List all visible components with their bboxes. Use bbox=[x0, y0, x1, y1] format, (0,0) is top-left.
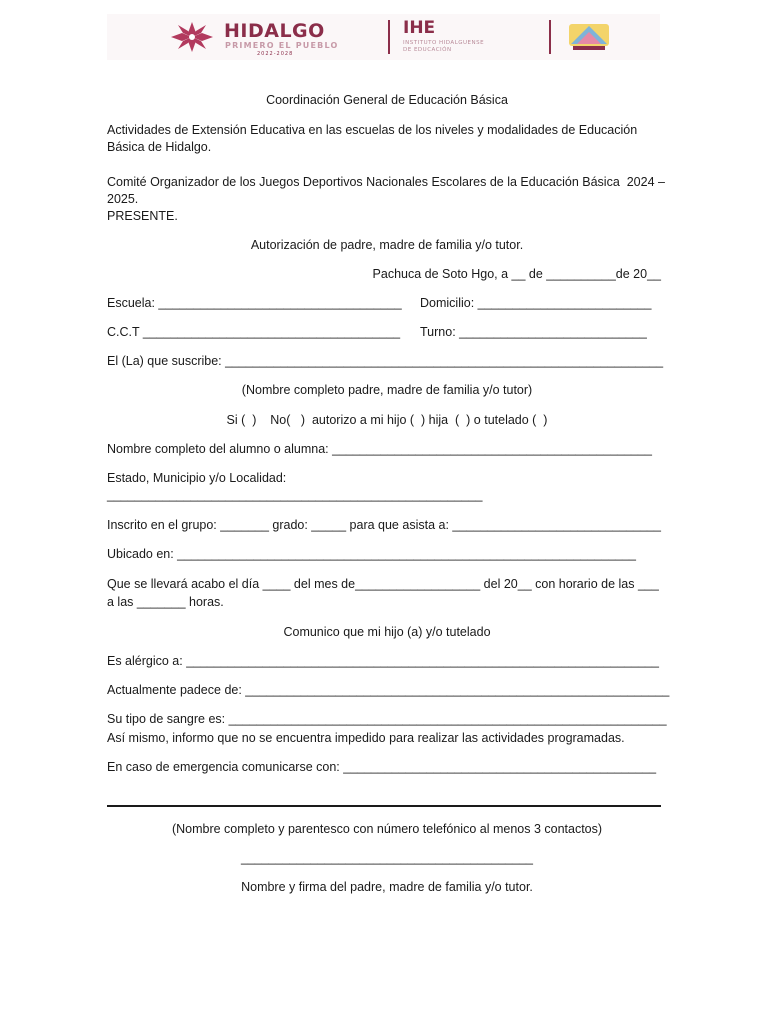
blood-type-field[interactable]: Su tipo de sangre es: _______________________________________________________________ bbox=[107, 712, 667, 726]
intro-line-1: Actividades de Extensión Educativa en las escuelas de los niveles y modalidades de Educación bbox=[107, 123, 638, 137]
ihe-subtitle-line2: DE EDUCACIÓN bbox=[403, 47, 452, 53]
brand-years: 2022-2028 bbox=[257, 51, 294, 57]
document-title: Coordinación General de Educación Básica bbox=[266, 93, 508, 107]
contacts-note: (Nombre completo y parentesco con número telefónico al menos 3 contactos) bbox=[171, 822, 603, 836]
location-label: Estado, Municipio y/o Localidad: bbox=[107, 471, 287, 485]
contacts-line[interactable] bbox=[107, 805, 661, 807]
emergency-field[interactable]: En caso de emergencia comunicarse con: _____________________________________________ bbox=[107, 760, 657, 774]
brand-title: HIDALGO bbox=[224, 20, 325, 42]
ihe-emblem bbox=[563, 18, 615, 54]
committee-line-1: Comité Organizador de los Juegos Deportivos Nacionales Escolares de la Educación Básica 2024 – bbox=[107, 175, 665, 189]
header-divider bbox=[388, 20, 390, 54]
domicilio-field[interactable]: Domicilio: _________________________ bbox=[420, 296, 652, 310]
turno-field[interactable]: Turno: ___________________________ bbox=[420, 325, 647, 339]
student-name-field[interactable]: Nombre completo del alumno o alumna: ______________________________________________ bbox=[107, 442, 652, 456]
header-banner bbox=[107, 14, 660, 60]
signature-field[interactable]: __________________________________________ bbox=[241, 851, 533, 865]
location-field[interactable]: ______________________________________________________ bbox=[107, 488, 483, 502]
escuela-field[interactable]: Escuela: ___________________________________ bbox=[107, 296, 402, 310]
signature-label: Nombre y firma del padre, madre de familia y/o tutor. bbox=[241, 880, 533, 894]
intro-line-2: Básica de Hidalgo. bbox=[107, 140, 212, 154]
place-date-field[interactable]: Pachuca de Soto Hgo, a __ de __________de 20__ bbox=[372, 267, 661, 281]
date-field-line-2[interactable]: a las _______ horas. bbox=[107, 595, 224, 609]
communicate-label: Comunico que mi hijo (a) y/o tutelado bbox=[283, 625, 491, 639]
ihe-title: IHE bbox=[403, 18, 436, 38]
ihe-subtitle-line1: INSTITUTO HIDALGUENSE bbox=[403, 40, 485, 46]
suscribe-field[interactable]: El (La) que suscribe: _______________________________________________________________ bbox=[107, 354, 664, 368]
committee-line-2: 2025. bbox=[107, 192, 139, 206]
authorization-title: Autorización de padre, madre de familia y/o tutor. bbox=[250, 238, 524, 252]
brand-slogan: PRIMERO EL PUEBLO bbox=[225, 41, 339, 50]
cct-field[interactable]: C.C.T _____________________________________ bbox=[107, 325, 401, 339]
allergic-field[interactable]: Es alérgico a: ____________________________________________________________________ bbox=[107, 654, 659, 668]
hidalgo-flower-logo bbox=[167, 20, 217, 54]
presente: PRESENTE. bbox=[107, 209, 178, 223]
date-field-line-1[interactable]: Que se llevará acabo el día ____ del mes de__________________ del 20__ con horario de las ___ bbox=[107, 577, 659, 591]
located-field[interactable]: Ubicado en: __________________________________________________________________ bbox=[107, 547, 637, 561]
condition-field[interactable]: Actualmente padece de: _____________________________________________________________ bbox=[107, 683, 670, 697]
suscribe-note: (Nombre completo padre, madre de familia y/o tutor) bbox=[241, 383, 533, 397]
inscribed-field[interactable]: Inscrito en el grupo: _______ grado: _____ para que asista a: ______________________________ bbox=[107, 518, 661, 532]
not-impeded-statement: Así mismo, informo que no se encuentra impedido para realizar las actividades programadas. bbox=[107, 731, 625, 745]
header-divider bbox=[549, 20, 551, 54]
ihe-subtitle bbox=[403, 40, 523, 54]
authorization-checkboxes[interactable]: Si ( ) No( ) autorizo a mi hijo ( ) hija ( ) o tutelado ( ) bbox=[226, 413, 548, 427]
